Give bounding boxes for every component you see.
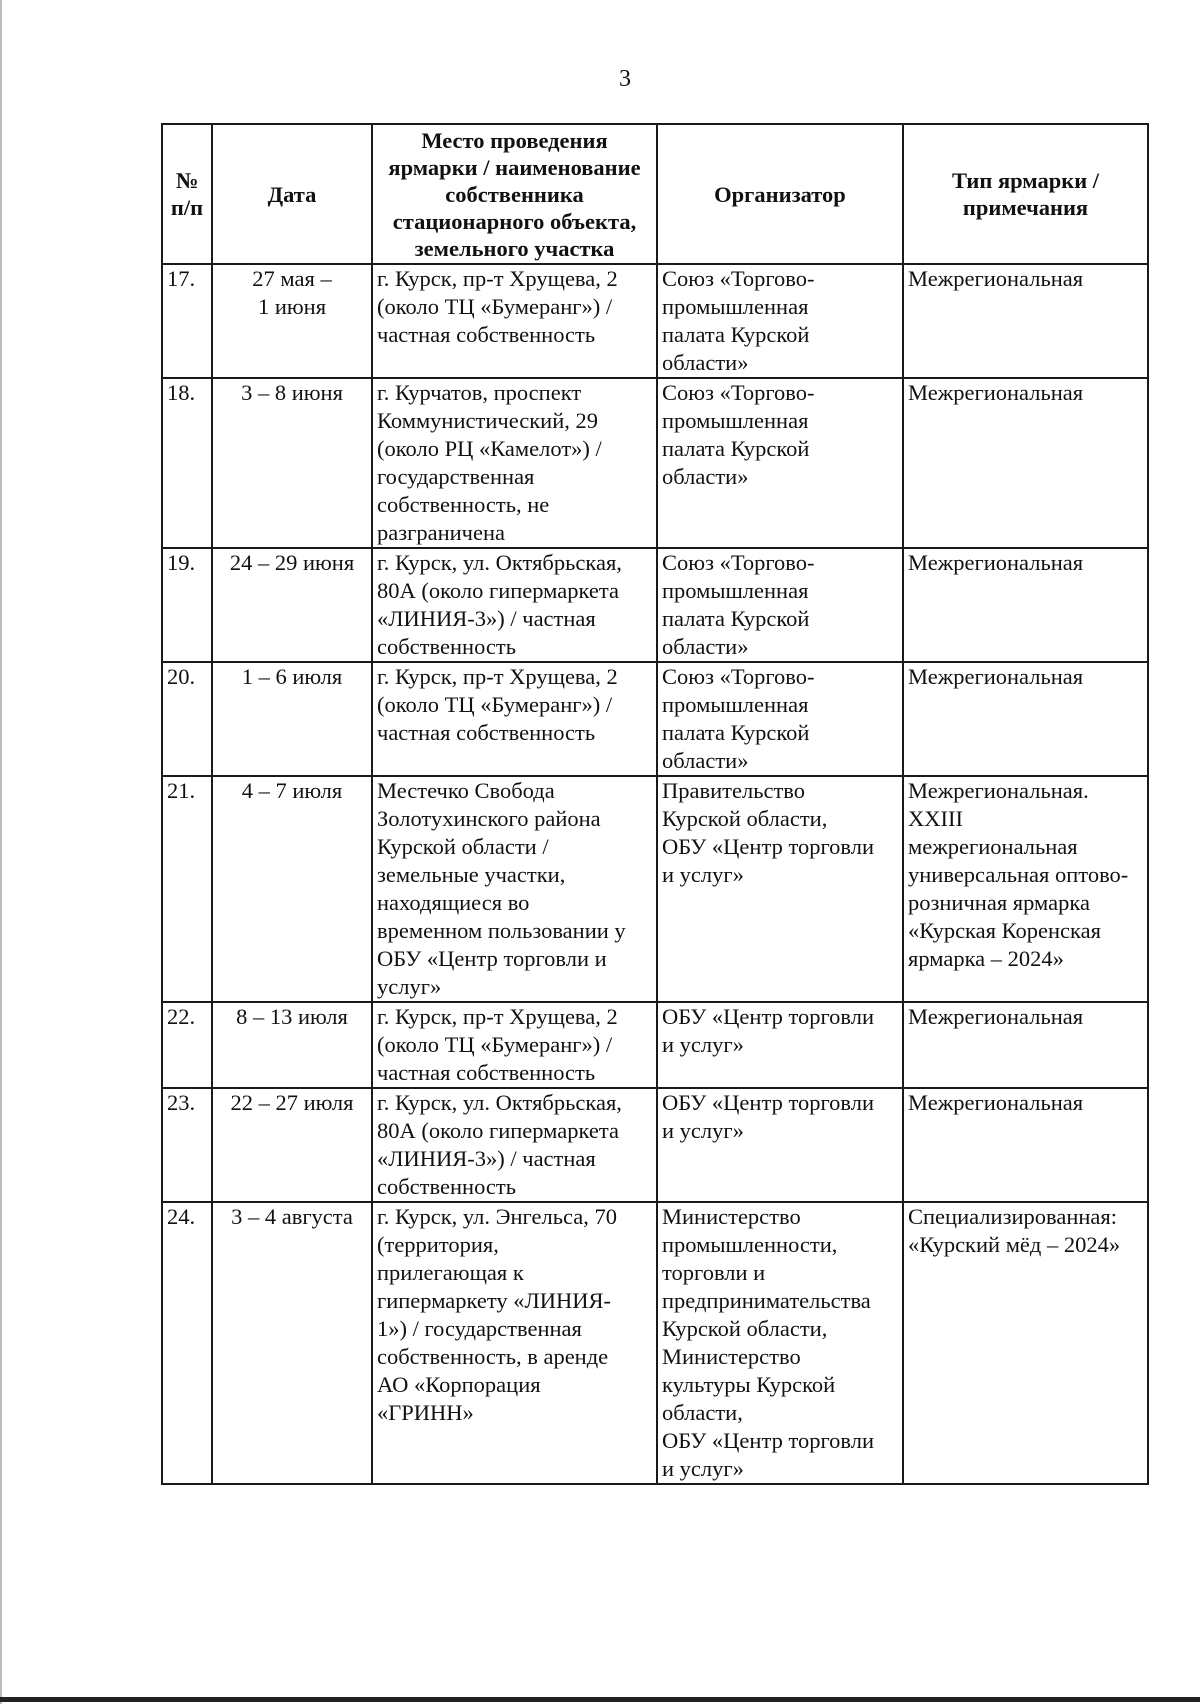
table-row bbox=[162, 776, 1148, 1002]
cell-line: Союз «Торгово- bbox=[662, 380, 815, 405]
page-number: 3 bbox=[619, 66, 631, 92]
cell-line: Коммунистический, 29 bbox=[377, 408, 598, 433]
fair-type-cell bbox=[903, 378, 1148, 548]
cell-line: и услуг» bbox=[662, 862, 744, 887]
cell-line: Место проведения bbox=[421, 127, 608, 153]
table-body bbox=[162, 264, 1148, 1484]
header-type bbox=[903, 124, 1148, 264]
cell-line: области» bbox=[662, 464, 749, 489]
cell-line: промышленная bbox=[662, 408, 809, 433]
header-num bbox=[162, 124, 212, 264]
cell-line: Межрегиональная bbox=[908, 380, 1084, 405]
cell-line: собственника bbox=[445, 181, 584, 207]
date-cell bbox=[212, 378, 372, 548]
cell-line: Союз «Торгово- bbox=[662, 266, 815, 291]
cell-line: Межрегиональная bbox=[908, 1004, 1084, 1029]
cell-line: Дата bbox=[267, 181, 317, 207]
cell-line: г. Курск, ул. Энгельса, 70 bbox=[377, 1204, 617, 1229]
row-number-cell: 23. bbox=[162, 1088, 212, 1202]
cell-line: 22 – 27 июля bbox=[230, 1090, 354, 1115]
cell-line: Межрегиональная. bbox=[908, 778, 1089, 803]
date-cell bbox=[212, 1088, 372, 1202]
cell-line: 3 – 4 августа bbox=[231, 1204, 353, 1229]
cell-line: ярмарки / наименование bbox=[388, 154, 641, 180]
cell-line: земельного участка bbox=[414, 235, 615, 261]
fair-type-cell bbox=[903, 264, 1148, 378]
cell-line: услуг» bbox=[377, 974, 442, 999]
cell-line: ОБУ «Центр торговли bbox=[662, 1428, 874, 1453]
scan-bottom-edge bbox=[0, 1697, 1200, 1702]
cell-line: Правительство bbox=[662, 778, 805, 803]
row-number-cell: 21. bbox=[162, 776, 212, 1002]
row-number-cell: 24. bbox=[162, 1202, 212, 1484]
cell-line: № bbox=[175, 168, 199, 193]
cell-line: примечания bbox=[962, 195, 1089, 220]
cell-line: ОБУ «Центр торговли bbox=[662, 1090, 874, 1115]
fair-type-cell bbox=[903, 1088, 1148, 1202]
scan-left-edge bbox=[0, 0, 2, 1704]
fairs-table bbox=[161, 123, 1149, 1485]
cell-line: розничная ярмарка bbox=[908, 890, 1090, 915]
cell-line: (около ТЦ «Бумеранг») / bbox=[377, 692, 613, 717]
cell-line: частная собственность bbox=[377, 1060, 596, 1085]
cell-line: области» bbox=[662, 634, 749, 659]
cell-line: АО «Корпорация bbox=[377, 1372, 541, 1397]
cell-line: палата Курской bbox=[662, 720, 810, 745]
fair-type-cell bbox=[903, 662, 1148, 776]
cell-line: ОБУ «Центр торговли и bbox=[377, 946, 607, 971]
cell-line: культуры Курской bbox=[662, 1372, 836, 1397]
cell-line: (территория, bbox=[377, 1232, 499, 1257]
cell-line: области, bbox=[662, 1400, 743, 1425]
cell-line: прилегающая к bbox=[377, 1260, 524, 1285]
cell-line: 27 мая – bbox=[252, 266, 332, 291]
cell-line: государственная bbox=[377, 464, 535, 489]
fairs-table-container bbox=[161, 123, 1149, 1485]
cell-line: промышленная bbox=[662, 294, 809, 319]
cell-line: Специализированная: bbox=[908, 1204, 1117, 1229]
cell-line: и услуг» bbox=[662, 1456, 744, 1481]
cell-line: 3 – 8 июня bbox=[241, 380, 343, 405]
cell-line: области» bbox=[662, 350, 749, 375]
cell-line: (около РЦ «Камелот») / bbox=[377, 436, 602, 461]
cell-line: промышленная bbox=[662, 578, 809, 603]
cell-line: «ГРИНН» bbox=[377, 1400, 474, 1425]
cell-line: 4 – 7 июля bbox=[241, 778, 343, 803]
cell-line: промышленная bbox=[662, 692, 809, 717]
cell-line: п/п bbox=[170, 195, 204, 220]
date-cell bbox=[212, 776, 372, 1002]
cell-line: Межрегиональная bbox=[908, 1090, 1084, 1115]
cell-line: Курской области, bbox=[662, 1316, 828, 1341]
header-organizer bbox=[657, 124, 903, 264]
organizer-cell bbox=[657, 264, 903, 378]
row-number-cell: 19. bbox=[162, 548, 212, 662]
cell-line: (около ТЦ «Бумеранг») / bbox=[377, 294, 613, 319]
cell-line: гипермаркету «ЛИНИЯ- bbox=[377, 1288, 612, 1313]
date-cell bbox=[212, 662, 372, 776]
table-row bbox=[162, 662, 1148, 776]
table-row bbox=[162, 1002, 1148, 1088]
table-row bbox=[162, 378, 1148, 548]
cell-line: «Курский мёд – 2024» bbox=[908, 1232, 1121, 1257]
cell-line: Союз «Торгово- bbox=[662, 664, 815, 689]
cell-line: находящиеся во bbox=[377, 890, 530, 915]
place-cell bbox=[372, 264, 657, 378]
cell-line: области» bbox=[662, 748, 749, 773]
cell-line: Союз «Торгово- bbox=[662, 550, 815, 575]
cell-line: 24 – 29 июня bbox=[229, 550, 355, 575]
table-row bbox=[162, 264, 1148, 378]
cell-line: 1 – 6 июля bbox=[241, 664, 343, 689]
cell-line: Межрегиональная bbox=[908, 550, 1084, 575]
cell-line: Министерство bbox=[662, 1204, 801, 1229]
cell-line: собственность bbox=[377, 634, 516, 659]
cell-line: Межрегиональная bbox=[908, 664, 1084, 689]
place-cell bbox=[372, 1088, 657, 1202]
place-cell bbox=[372, 378, 657, 548]
cell-line: Золотухинского района bbox=[377, 806, 601, 831]
cell-line: XXIII bbox=[908, 806, 963, 831]
cell-line: 80А (около гипермаркета bbox=[377, 1118, 619, 1143]
place-cell bbox=[372, 1002, 657, 1088]
cell-line: г. Курск, пр-т Хрущева, 2 bbox=[377, 664, 618, 689]
cell-line: «ЛИНИЯ-3») / частная bbox=[377, 606, 596, 631]
table-row bbox=[162, 1088, 1148, 1202]
cell-line: 80А (около гипермаркета bbox=[377, 578, 619, 603]
fair-type-cell bbox=[903, 776, 1148, 1002]
cell-line: 1») / государственная bbox=[377, 1316, 582, 1341]
cell-line: частная собственность bbox=[377, 322, 596, 347]
cell-line: г. Курск, ул. Октябрьская, bbox=[377, 1090, 622, 1115]
cell-line: частная собственность bbox=[377, 720, 596, 745]
date-cell bbox=[212, 264, 372, 378]
cell-line: «ЛИНИЯ-3») / частная bbox=[377, 1146, 596, 1171]
organizer-cell bbox=[657, 1088, 903, 1202]
cell-line: Межрегиональная bbox=[908, 266, 1084, 291]
cell-line: палата Курской bbox=[662, 606, 810, 631]
place-cell bbox=[372, 776, 657, 1002]
table-header-row bbox=[162, 124, 1148, 264]
cell-line: Тип ярмарки / bbox=[951, 168, 1100, 193]
date-cell bbox=[212, 548, 372, 662]
organizer-cell bbox=[657, 662, 903, 776]
date-cell bbox=[212, 1202, 372, 1484]
place-cell bbox=[372, 1202, 657, 1484]
cell-line: г. Курск, пр-т Хрущева, 2 bbox=[377, 266, 618, 291]
cell-line: г. Курск, ул. Октябрьская, bbox=[377, 550, 622, 575]
cell-line: «Курская Коренская bbox=[908, 918, 1101, 943]
cell-line: 8 – 13 июля bbox=[236, 1004, 348, 1029]
organizer-cell bbox=[657, 1202, 903, 1484]
cell-line: разграничена bbox=[377, 520, 506, 545]
cell-line: земельные участки, bbox=[377, 862, 566, 887]
cell-line: 1 июня bbox=[257, 294, 327, 319]
cell-line: (около ТЦ «Бумеранг») / bbox=[377, 1032, 613, 1057]
cell-line: ОБУ «Центр торговли bbox=[662, 1004, 874, 1029]
cell-line: Курской области / bbox=[377, 834, 549, 859]
cell-line: стационарного объекта, bbox=[392, 208, 637, 234]
cell-line: и услуг» bbox=[662, 1118, 744, 1143]
cell-line: Организатор bbox=[714, 181, 846, 207]
cell-line: торговли и bbox=[662, 1260, 766, 1285]
cell-line: Местечко Свобода bbox=[377, 778, 555, 803]
header-place bbox=[372, 124, 657, 264]
fair-type-cell bbox=[903, 1202, 1148, 1484]
table-row bbox=[162, 1202, 1148, 1484]
cell-line: собственность, не bbox=[377, 492, 550, 517]
cell-line: межрегиональная bbox=[908, 834, 1078, 859]
fair-type-cell bbox=[903, 1002, 1148, 1088]
row-number-cell: 17. bbox=[162, 264, 212, 378]
cell-line: универсальная оптово- bbox=[908, 862, 1129, 887]
organizer-cell bbox=[657, 776, 903, 1002]
cell-line: палата Курской bbox=[662, 436, 810, 461]
row-number-cell: 22. bbox=[162, 1002, 212, 1088]
cell-line: и услуг» bbox=[662, 1032, 744, 1057]
cell-line: Министерство bbox=[662, 1344, 801, 1369]
place-cell bbox=[372, 662, 657, 776]
date-cell bbox=[212, 1002, 372, 1088]
place-cell bbox=[372, 548, 657, 662]
header-date bbox=[212, 124, 372, 264]
cell-line: собственность bbox=[377, 1174, 516, 1199]
cell-line: г. Курчатов, проспект bbox=[377, 380, 582, 405]
cell-line: ОБУ «Центр торговли bbox=[662, 834, 874, 859]
cell-line: предпринимательства bbox=[662, 1288, 871, 1313]
fair-type-cell bbox=[903, 548, 1148, 662]
cell-line: собственность, в аренде bbox=[377, 1344, 609, 1369]
cell-line: ярмарка – 2024» bbox=[908, 946, 1064, 971]
cell-line: г. Курск, пр-т Хрущева, 2 bbox=[377, 1004, 618, 1029]
organizer-cell bbox=[657, 378, 903, 548]
organizer-cell bbox=[657, 1002, 903, 1088]
cell-line: Курской области, bbox=[662, 806, 828, 831]
cell-line: промышленности, bbox=[662, 1232, 838, 1257]
row-number-cell: 20. bbox=[162, 662, 212, 776]
organizer-cell bbox=[657, 548, 903, 662]
row-number-cell: 18. bbox=[162, 378, 212, 548]
table-row bbox=[162, 548, 1148, 662]
cell-line: палата Курской bbox=[662, 322, 810, 347]
cell-line: временном пользовании у bbox=[377, 918, 626, 943]
